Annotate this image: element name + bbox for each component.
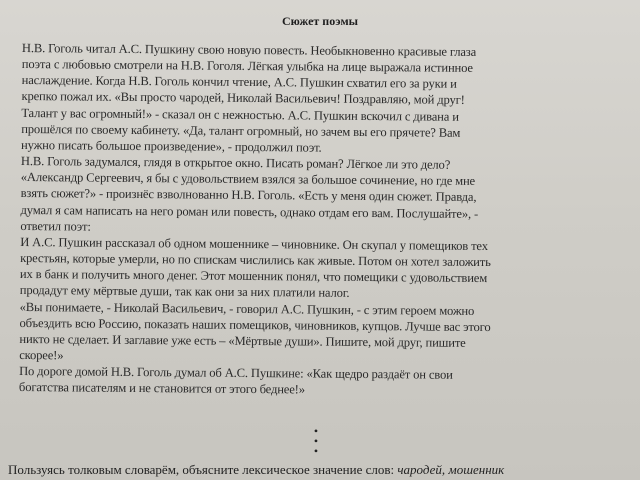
text-line: богатства писателям и не становится от этого беднее!» xyxy=(18,380,305,397)
text-line: крепко пожал их. «Вы просто чародей, Николай Васильевич! Поздравляю, мой друг! xyxy=(21,89,465,108)
text-line: никто не сделает. И заглавие уже есть – «Мёртвые души». Пишите, мой друг, пишите xyxy=(19,331,466,350)
text-line: нужно писать большое произведение», - продолжил поэт. xyxy=(21,137,322,155)
separator-dots: • • • xyxy=(313,424,319,458)
text-line: По дороге домой Н.В. Гоголь думал об А.С. Пушкине: «Как щедро раздаёт он свои xyxy=(19,364,453,382)
text-line: прошёлся по своему кабинету. «Да, талант огромный, но зачем вы его прячете? Вам xyxy=(21,121,461,140)
text-line: Н.В. Гоголь задумался, глядя в открытое окно. Писать роман? Лёгкое ли это дело? xyxy=(20,154,451,172)
text-line: «Александр Сергеевич, я бы с удовольствием взялся за большое сочинение, но где мне xyxy=(20,170,476,189)
text-line: думал я сам написать на него роман или повесть, однако отдам его вам. Послушайте», - xyxy=(20,202,479,221)
text-line: поэта с любовью смотрели на Н.В. Гоголя. Лёгкая улыбка на лице выражала истинное xyxy=(21,57,473,76)
text-line: продадут ему мёртвые души, так как они за них платили налог. xyxy=(19,283,350,301)
text-line: И А.С. Пушкин рассказал об одном мошеннике – чиновнике. Он скупал у помещиков тех xyxy=(20,234,488,253)
text-line: «Вы понимаете, - Николай Васильевич, - говорил А.С. Пушкин, - с этим героем можно xyxy=(19,299,475,318)
text-line: объездить всю Россию, показать наших помещиков, чиновников, купцов. Лучше вас этого xyxy=(19,315,491,334)
text-line: их в банк и получить много денег. Этот мошенник понял, что помещики с удовольствием xyxy=(19,267,488,286)
text-line: взять сюжет?» - произнёс взволнованно Н.В. Гоголь. «Есть у меня один сюжет. Правда, xyxy=(20,186,477,205)
document-title: Сюжет поэмы xyxy=(282,14,358,28)
story-text xyxy=(19,40,622,401)
text-line: скорее!» xyxy=(19,347,64,363)
exercise-task xyxy=(8,462,640,478)
text-line: крестьян, которые умерли, но по спискам числились как живые. Потом он хотел заложить xyxy=(20,251,491,270)
exercise-task-words: чародей, мошенник xyxy=(394,462,505,477)
text-line: ответил поэт: xyxy=(20,218,91,234)
text-line: наслаждение. Когда Н.В. Гоголь кончил чтение, А.С. Пушкин схватил его за руки и xyxy=(21,73,457,92)
text-line: Талант у вас огромный!» - сказал он с нежностью. А.С. Пушкин вскочил с дивана и xyxy=(21,105,459,124)
exercise-task-text: Пользуясь толковым словарём, объясните лексическое значение слов: xyxy=(8,462,395,477)
text-line: Н.В. Гоголь читал А.С. Пушкину свою новую повесть. Необыкновенно красивые глаза xyxy=(21,40,477,59)
